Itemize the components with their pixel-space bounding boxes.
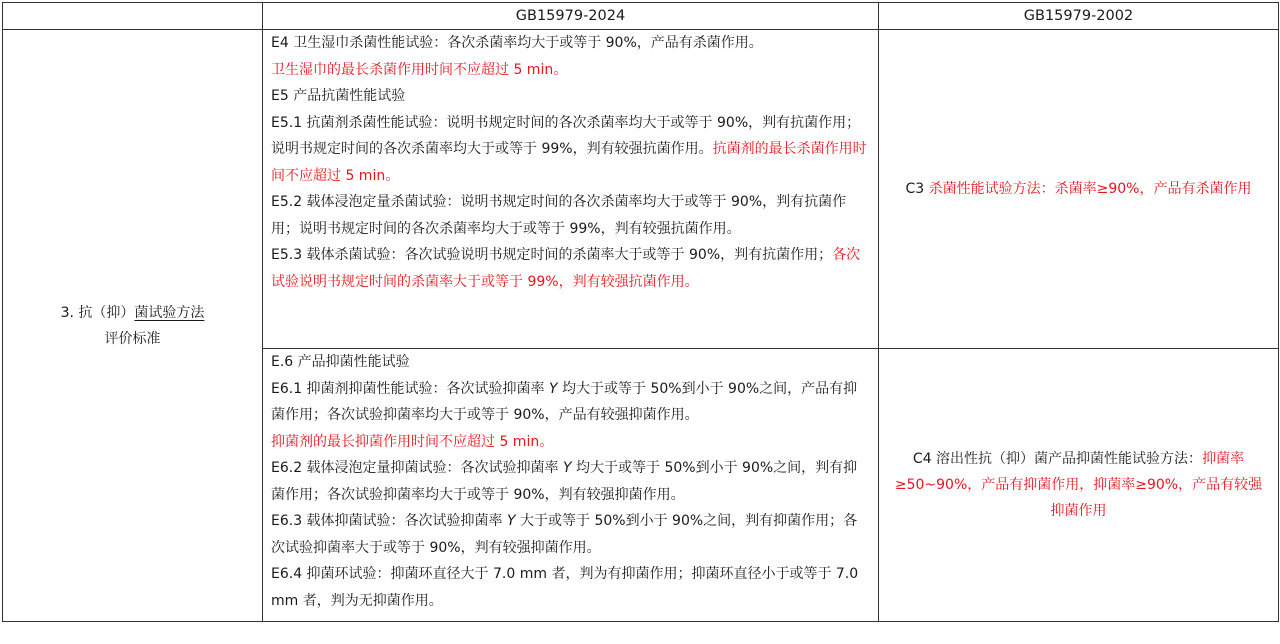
header-gb2024: GB15979-2024 bbox=[263, 3, 879, 30]
row-label-underlined: 菌试验方法 bbox=[134, 304, 205, 321]
e53-red-text: 各次试验说明书规定时间的杀菌率大于或等于 99%，判有较强抗菌作用。 bbox=[271, 247, 861, 290]
e62-variable: Y bbox=[563, 460, 572, 476]
header-empty-cell bbox=[3, 3, 263, 30]
header-row bbox=[3, 3, 1279, 30]
e53-paragraph: E5.3 载体杀菌试验：各次试验说明书规定时间的杀菌率大于或等于 90%，判有抗菌作用；各次试验说明书规定时间的杀菌率大于或等于 99%，判有较强抗菌作用。 bbox=[271, 247, 861, 290]
gb2024-bactericidal-cell bbox=[263, 30, 879, 349]
gb2002-bacteriostatic-cell bbox=[879, 349, 1279, 622]
e62-paragraph: E6.2 载体浸泡定量抑菌试验：各次试验抑菌率 Y 均大于或等于 50%到小于 90%之间，判有抑菌作用；各次试验抑菌率均大于或等于 90%，判有较强抑菌作用。 bbox=[271, 460, 858, 503]
gb2002-bactericidal-cell bbox=[879, 30, 1279, 349]
row-label-line1: 3. 抗（抑）菌试验方法 bbox=[60, 304, 205, 321]
e63-paragraph: E6.3 载体抑菌试验：各次试验抑菌率 Y 大于或等于 50%到小于 90%之间，判有抑菌作用；各次试验抑菌率大于或等于 90%，判有较强抑菌作用。 bbox=[271, 513, 858, 556]
e64-paragraph: E6.4 抑菌环试验：抑菌环直径大于 7.0 mm 者，判为有抑菌作用；抑菌环直径小于或等于 7.0 mm 者，判为无抑菌作用。 bbox=[271, 566, 859, 609]
c4-label: C4 溶出性抗（抑）菌产品抑菌性能试验方法： bbox=[912, 451, 1203, 467]
e6-title: E.6 产品抑菌性能试验 bbox=[271, 354, 410, 370]
e5-title: E5 产品抗菌性能试验 bbox=[271, 88, 406, 104]
e51-paragraph: E5.1 抗菌剂杀菌性能试验：说明书规定时间的各次杀菌率均大于或等于 90%，判有抗菌作用；说明书规定时间的各次杀菌率均大于或等于 99%，判有较强抗菌作用。抗菌剂的最长杀菌作用时间不应超过 5 min。 bbox=[271, 114, 867, 184]
e51-red-text: 抗菌剂的最长杀菌作用时间不应超过 5 min。 bbox=[271, 141, 867, 184]
row-label-line2: 评价标准 bbox=[104, 330, 161, 347]
header-gb2002: GB15979-2002 bbox=[879, 3, 1279, 30]
e52-paragraph: E5.2 载体浸泡定量杀菌试验：说明书规定时间的各次杀菌率均大于或等于 90%，判有抗菌作用；说明书规定时间的各次杀菌率均大于或等于 99%，判有较强抗菌作用。 bbox=[271, 194, 847, 237]
e61-paragraph: E6.1 抑菌剂抑菌性能试验：各次试验抑菌率 Y 均大于或等于 50%到小于 90%之间，产品有抑菌作用；各次试验抑菌率均大于或等于 90%，产品有较强抑菌作用。 抑菌剂的最长抑菌作用时间不应超过 5 min。 bbox=[271, 380, 858, 450]
e4-red-text: 卫生湿巾的最长杀菌作用时间不应超过 5 min。 bbox=[271, 61, 568, 78]
comparison-table bbox=[2, 2, 1279, 622]
gb2024-bacteriostatic-cell bbox=[263, 349, 879, 622]
c4-red-text: 抑菌率≥50~90%，产品有抑菌作用，抑菌率≥90%，产品有较强抑菌作用 bbox=[894, 451, 1263, 519]
e63-variable: Y bbox=[507, 513, 516, 529]
c3-red-text: 杀菌性能试验方法：杀菌率≥90%，产品有杀菌作用 bbox=[928, 181, 1252, 197]
e61-red-text: 抑菌剂的最长抑菌作用时间不应超过 5 min。 bbox=[271, 433, 554, 450]
e61-variable: Y bbox=[549, 380, 558, 397]
row-bactericidal bbox=[3, 30, 1279, 349]
e4-paragraph: E4 卫生湿巾杀菌性能试验：各次杀菌率均大于或等于 90%，产品有杀菌作用。 卫生湿巾的最长杀菌作用时间不应超过 5 min。 bbox=[271, 35, 763, 78]
c3-label: C3 bbox=[905, 181, 929, 197]
row-label-cell bbox=[3, 30, 263, 622]
